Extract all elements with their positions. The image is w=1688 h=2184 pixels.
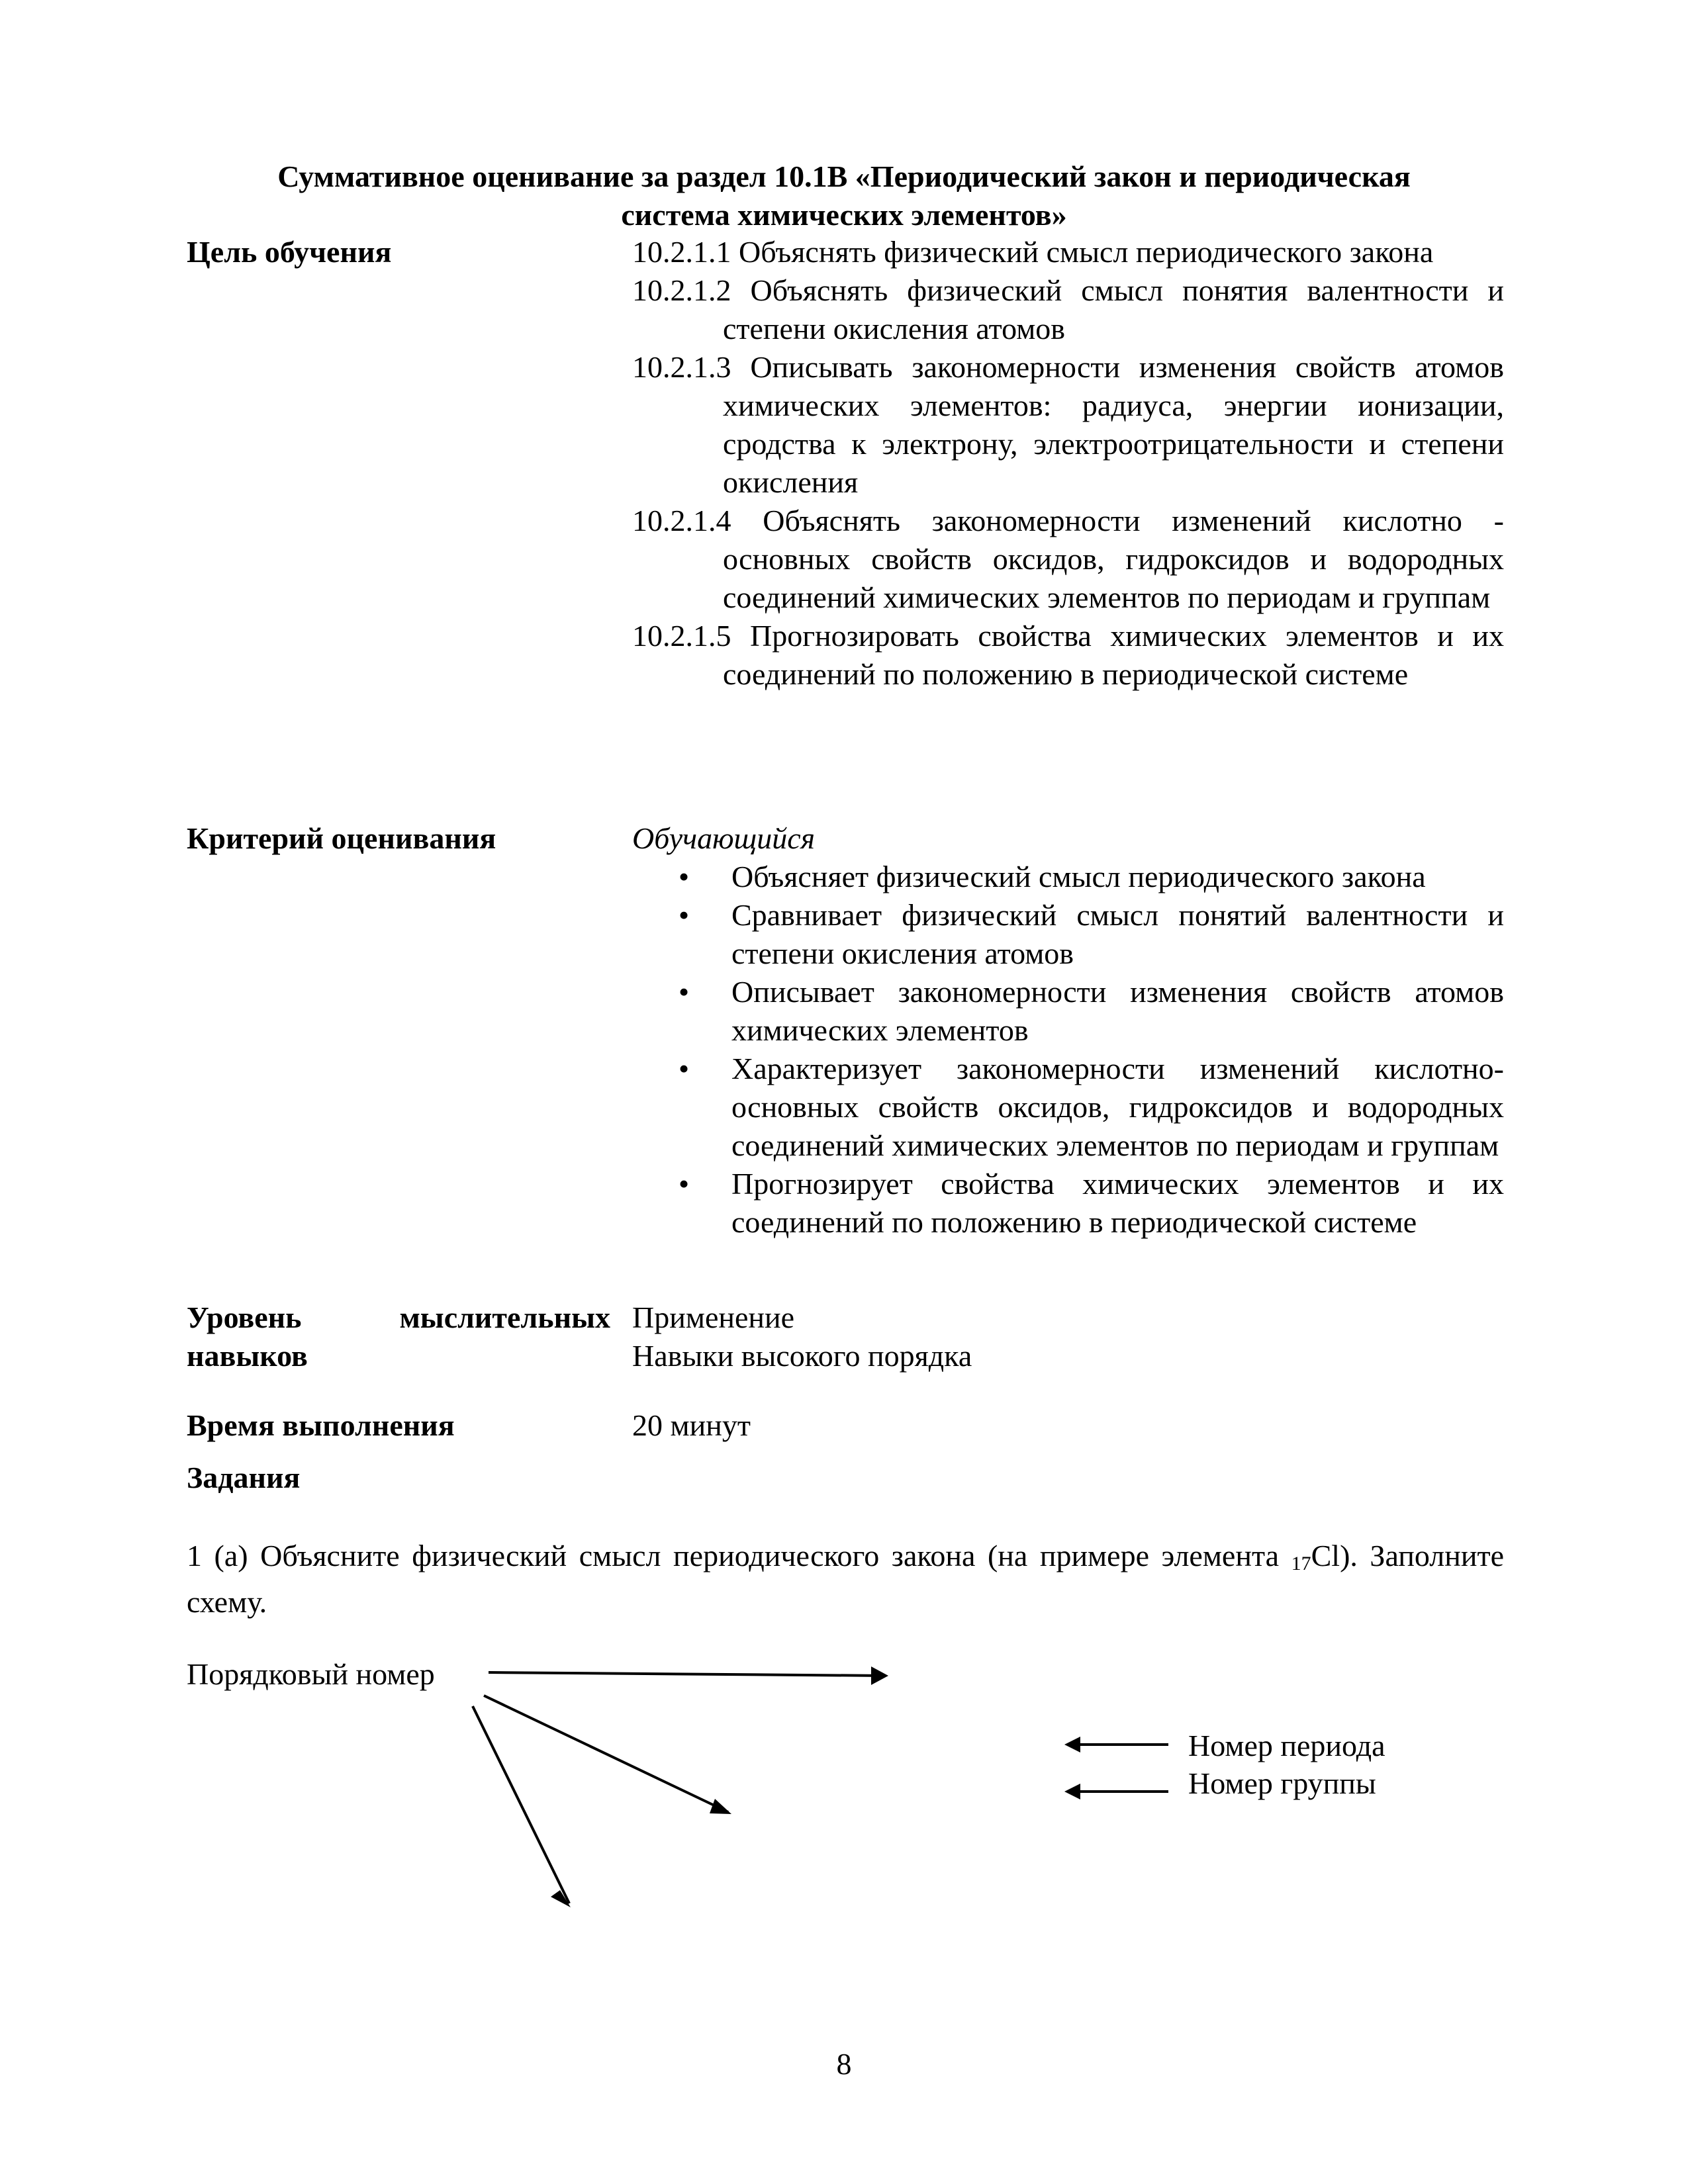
task-1-text-after: ). Заполните схему.: [187, 1539, 1504, 1619]
arrow-right: [489, 1672, 886, 1676]
objective-code: 10.2.1.1: [632, 235, 731, 269]
objective-text: Объяснять физический смысл понятия валентности и степени окисления атомов: [723, 273, 1504, 345]
page-number: 8: [836, 2047, 852, 2081]
thinking-level-label-line2: навыков: [187, 1339, 308, 1373]
time-label: Время выполнения: [187, 1408, 455, 1442]
bullet-icon: •: [679, 1052, 690, 1085]
objective-text: Прогнозировать свойства химических элементов и их соединений по положению в периодической системе: [723, 619, 1504, 691]
bullet-icon: •: [679, 898, 690, 932]
criteria-intro: Обучающийся: [632, 821, 816, 855]
objectives-label: Цель обучения: [187, 235, 392, 269]
arrowhead-icon: [1064, 1784, 1080, 1799]
criteria-item-text: Описывает закономерности изменения свойств атомов химических элементов: [731, 975, 1504, 1047]
objective-text: Объяснять физический смысл периодического закона: [739, 235, 1434, 269]
time-value: 20 минут: [632, 1408, 751, 1442]
thinking-level-word-2: мыслительных: [399, 1300, 610, 1334]
arrow-down: [473, 1706, 569, 1903]
task-1-text-before: 1 (a) Объясните физический смысл периодического закона (на примере элемента: [187, 1539, 1291, 1572]
criteria-item-text: Характеризует закономерности изменений кислотно-основных свойств оксидов, гидроксидов и водородных соединений химических элементов по периодам и группам: [731, 1052, 1504, 1162]
criteria-item-text: Прогнозирует свойства химических элементов и их соединений по положению в периодической системе: [731, 1167, 1504, 1239]
diagram-group-label: Номер группы: [1188, 1766, 1376, 1800]
criteria-label: Критерий оценивания: [187, 821, 496, 855]
objective-code: 10.2.1.2: [632, 273, 731, 307]
atomic-number-subscript: 17: [1291, 1553, 1311, 1574]
title-line-1: Суммативное оценивание за раздел 10.1В «Периодический закон и периодическая: [277, 159, 1411, 193]
objective-code: 10.2.1.3: [632, 350, 731, 384]
thinking-level-value: Применение: [632, 1300, 795, 1334]
thinking-level-word-1: Уровень: [187, 1300, 302, 1334]
objective-code: 10.2.1.4: [632, 504, 731, 537]
title-line-2: система химических элементов»: [621, 198, 1067, 232]
arrowhead-icon: [1064, 1737, 1080, 1752]
arrowhead-icon: [710, 1799, 731, 1814]
element-symbol: Cl: [1311, 1539, 1340, 1572]
criteria-item-text: Объясняет физический смысл периодического закона: [731, 860, 1426, 893]
bullet-icon: •: [679, 860, 690, 893]
diagram-period-label: Номер периода: [1188, 1729, 1385, 1762]
objective-text: Описывать закономерности изменения свойств атомов химических элементов: радиуса, энергии ионизации, сродства к электрону, электроотрицательности и степени окисления: [723, 350, 1505, 499]
bullet-icon: •: [679, 975, 690, 1009]
objective-text: Объяснять закономерности изменений кислотно - основных свойств оксидов, гидроксидов и водородных соединений химических элементов по периодам и группам: [723, 504, 1504, 614]
diagram-source-label: Порядковый номер: [187, 1657, 435, 1691]
thinking-level-value: Навыки высокого порядка: [632, 1339, 972, 1373]
arrow-diagonal: [484, 1696, 728, 1812]
tasks-heading: Задания: [187, 1461, 301, 1494]
bullet-icon: •: [679, 1167, 690, 1201]
criteria-item-text: Сравнивает физический смысл понятий валентности и степени окисления атомов: [731, 898, 1504, 970]
arrowhead-icon: [871, 1666, 888, 1685]
objective-code: 10.2.1.5: [632, 619, 731, 653]
